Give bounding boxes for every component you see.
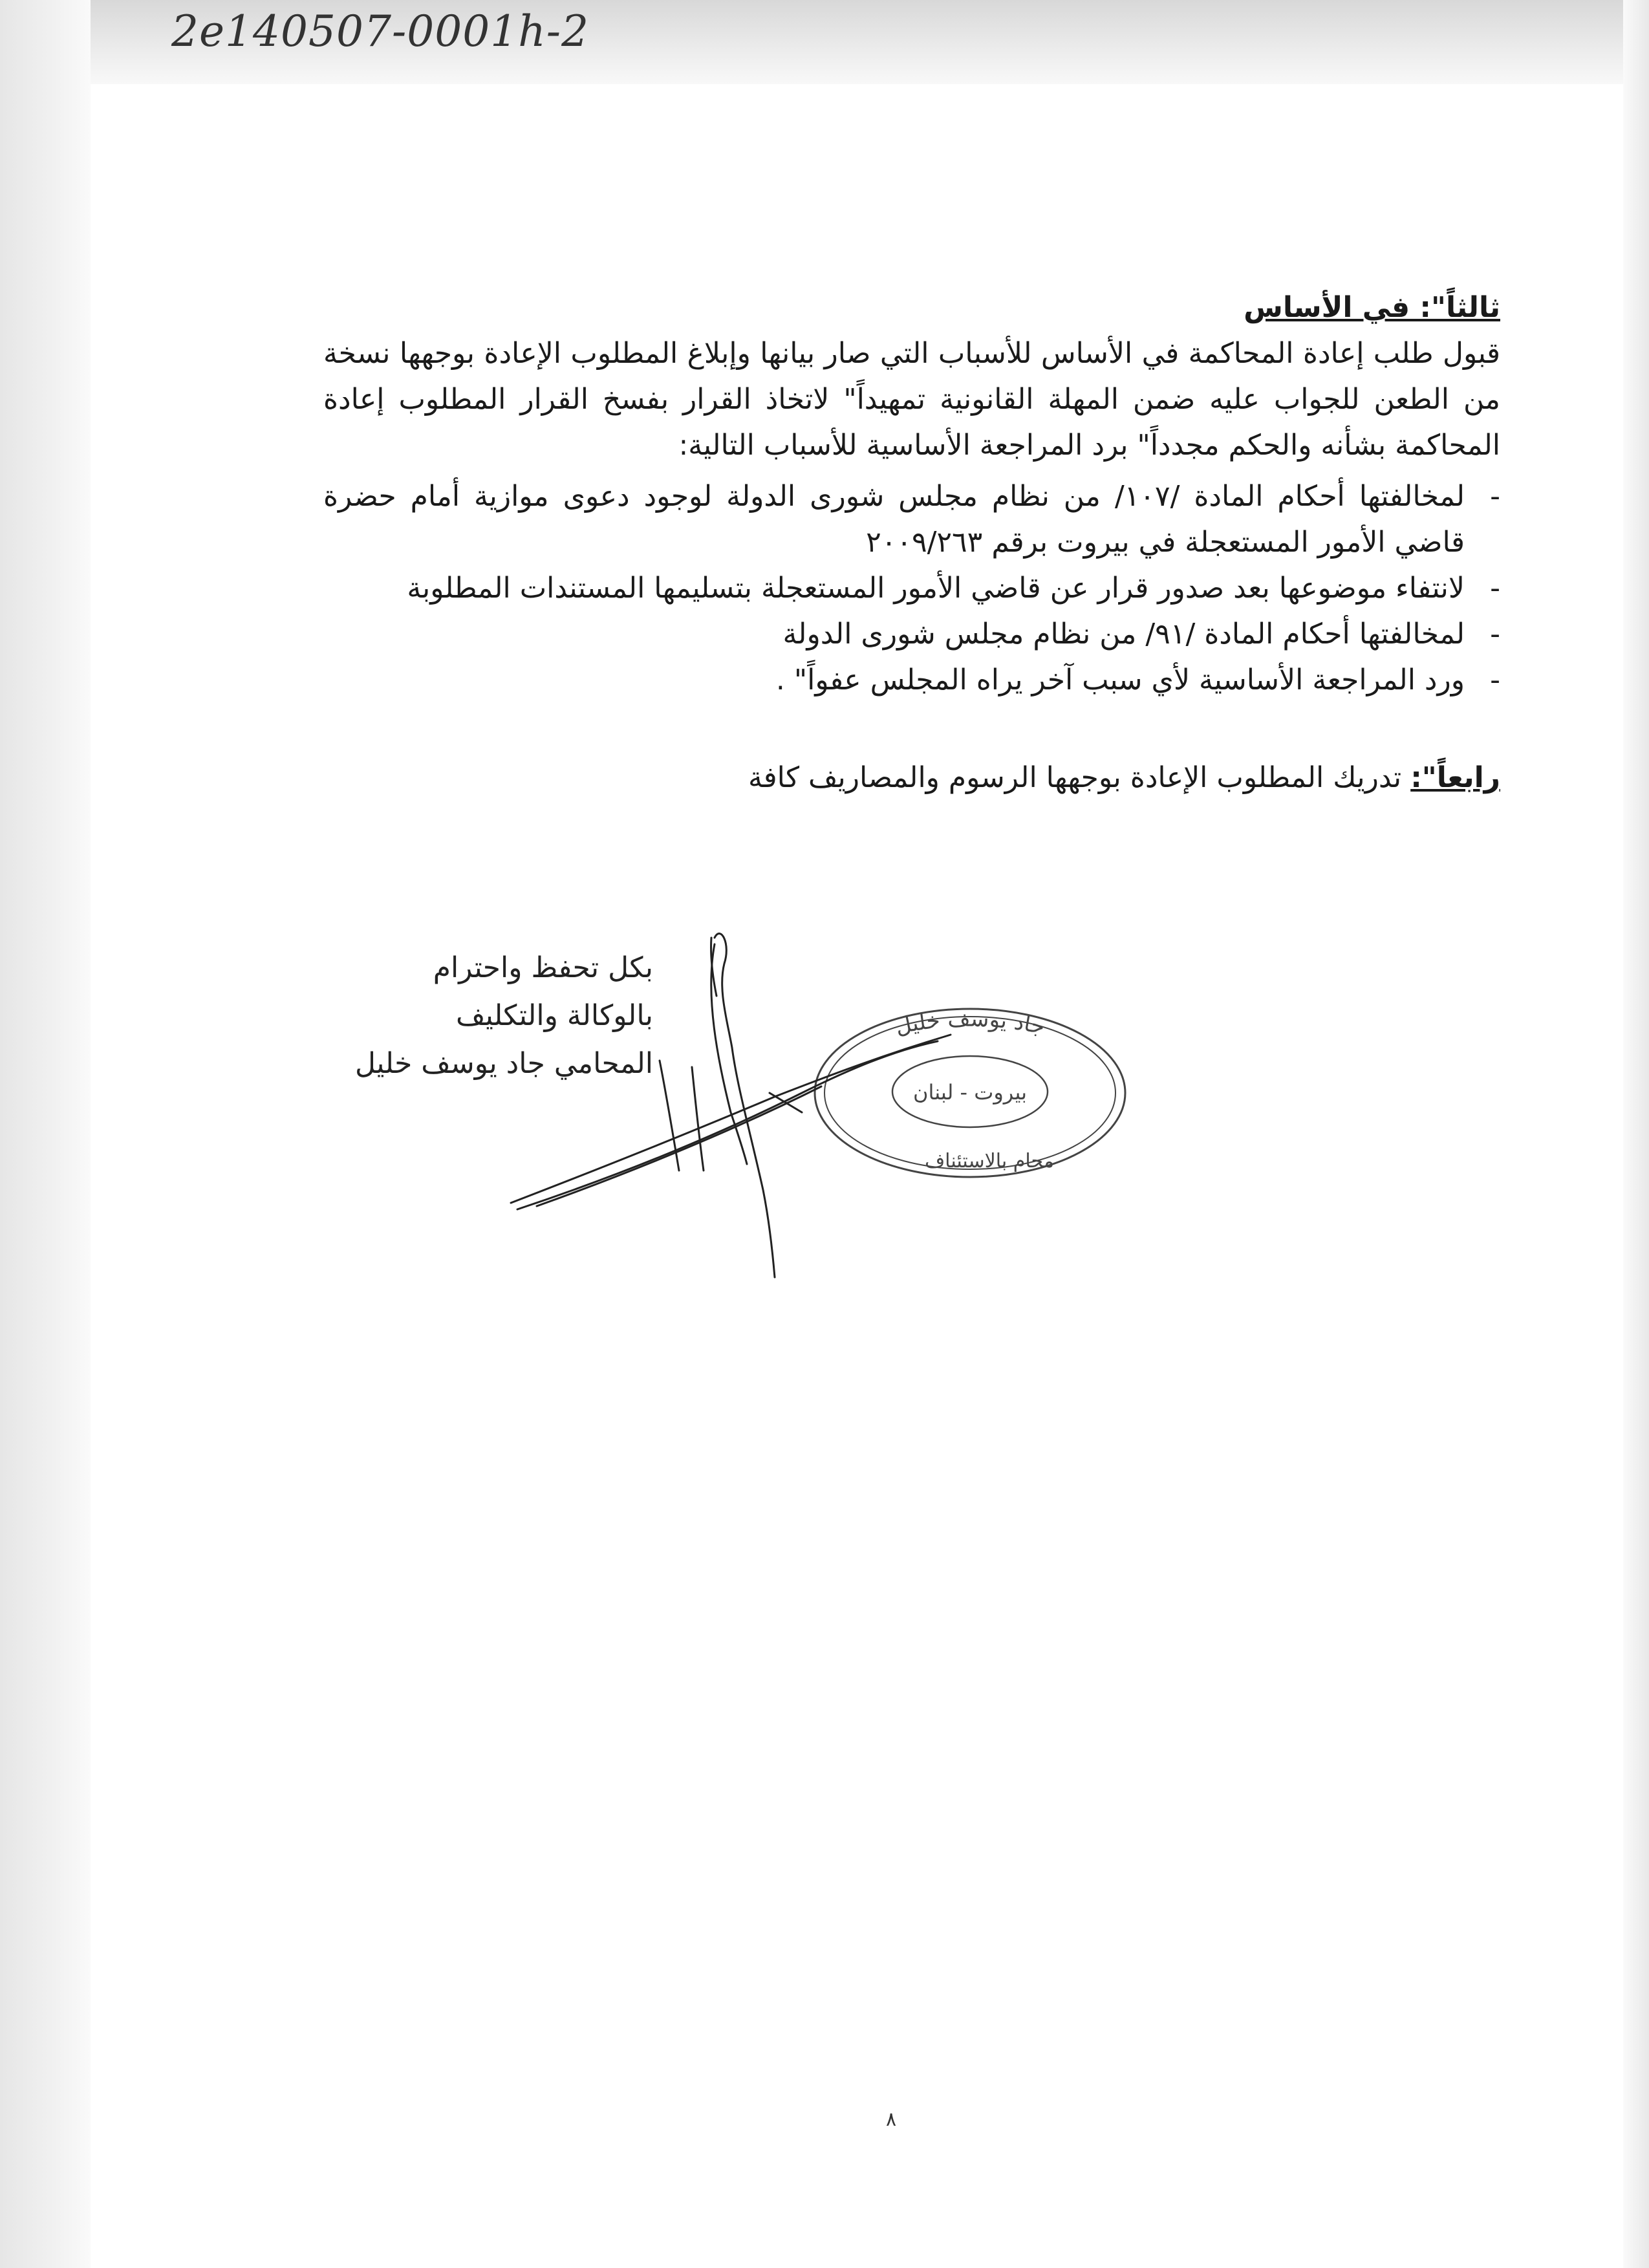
signature-and-stamp [498,918,1132,1280]
list-item [323,473,1500,565]
bullet-dash: - [1490,480,1500,513]
list-item [323,565,1500,611]
svg-text:جاد يوسف خليل [893,1006,1047,1041]
stamp-inner-text: بيروت - لبنان [913,1080,1027,1105]
bullet-dash: - [1490,618,1500,651]
section-three [323,285,1500,703]
section-three-paragraph: قبول طلب إعادة المحاكمة في الأساس للأسباب التي صار بيانها وإبلاغ المطلوب الإعادة بوجهها نسخة من الطعن للجواب عليه ضمن المهلة القانونية تمهيداً" لاتخاذ القرار بفسخ القرار المطلوب إعادة المحاكمة بشأنه والحكم مجدداً" برد المراجعة الأساسية للأسباب التالية: [323,337,1500,462]
scan-edge-right [1623,0,1649,2268]
handwritten-signature [511,934,951,1277]
list-item-text: ورد المراجعة الأساسية لأي سبب آخر يراه المجلس عفواً" . [775,664,1465,697]
section-four-text: تدريك المطلوب الإعادة بوجهها الرسوم والمصاريف كافة [748,761,1402,794]
stamp-outer-text: جاد يوسف خليل [892,1006,1048,1041]
list-item [323,657,1500,703]
document-body [323,285,1500,801]
lawyer-name: المحامي جاد يوسف خليل [354,1047,653,1080]
closing-line: بالوكالة والتكليف [456,999,653,1032]
bullet-dash: - [1490,664,1500,697]
grounds-list [323,473,1500,703]
list-item [323,611,1500,657]
list-item-text: لمخالفتها أحكام المادة /١٠٧/ من نظام مجلس شورى الدولة لوجود دعوى موازية أمام حضرة قاضي الأمور المستعجلة في بيروت برقم ٢٠٠٩/٢٦٣ [323,480,1465,559]
closing-line: بكل تحفظ واحترام [433,951,653,984]
list-item-text: لانتفاء موضوعها بعد صدور قرار عن قاضي الأمور المستعجلة بتسليمها المستندات المطلوبة [407,572,1465,605]
section-four-heading: رابعاً": [1410,761,1500,794]
section-three-heading: ثالثاً": في الأساس [1244,291,1500,324]
lawyer-stamp [815,1006,1125,1177]
page-number: ٨ [886,2108,897,2131]
stamp-bottom-text: محام بالاستئناف [925,1150,1054,1172]
handwritten-reference: 2e140507-0001h-2 [171,6,590,56]
list-item-text: لمخالفتها أحكام المادة /٩١/ من نظام مجلس شورى الدولة [782,618,1465,651]
bullet-dash: - [1490,572,1500,605]
section-four [323,755,1500,801]
scan-edge-left [0,0,91,2268]
